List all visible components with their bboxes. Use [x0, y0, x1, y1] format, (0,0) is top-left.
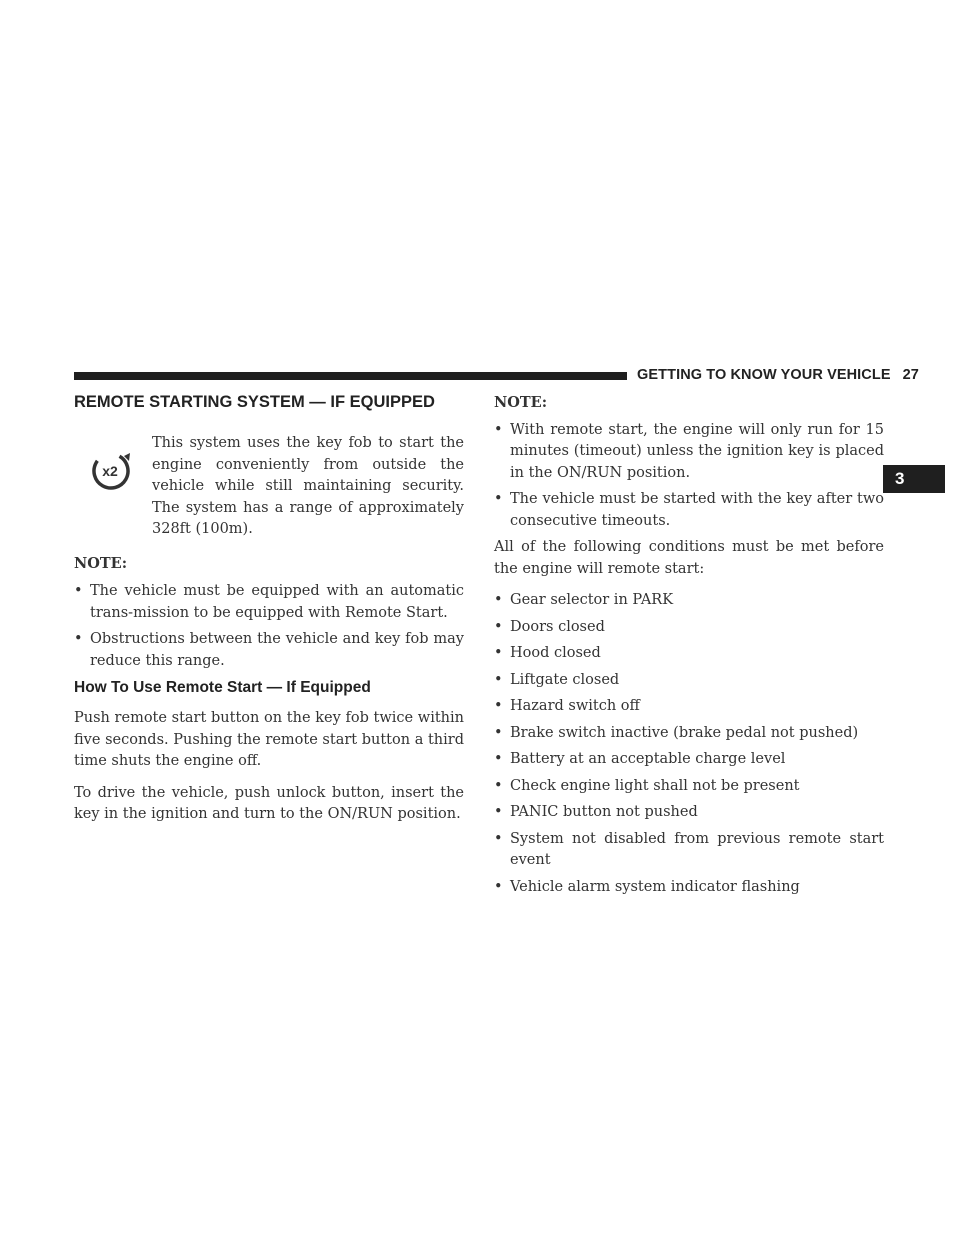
list-item: • The vehicle must be started with the key after two consecutive timeouts.	[494, 491, 884, 529]
section-heading: REMOTE STARTING SYSTEM — IF EQUIPPED	[74, 393, 435, 411]
list-item: • With remote start, the engine will only run for 15 minutes (timeout) unless the ignition key is placed in the ON/RUN position.	[494, 421, 884, 481]
list-item: • The vehicle must be equipped with an automatic trans-mission to be equipped with Remote Start.	[74, 583, 464, 621]
list-item: • Obstructions between the vehicle and key fob may reduce this range.	[74, 631, 464, 669]
left-column	[74, 392, 464, 836]
list-item: • PANIC button not pushed	[494, 804, 698, 820]
right-column	[494, 392, 884, 903]
chapter-tab: 3	[883, 465, 945, 493]
list-item: • Hazard switch off	[494, 698, 640, 714]
list-item: • Hood closed	[494, 645, 601, 661]
note-list	[494, 420, 884, 533]
list-item: • Gear selector in PARK	[494, 592, 674, 608]
header-rule	[74, 372, 627, 380]
conditions-intro: All of the following conditions must be met before the engine will remote start:	[494, 539, 884, 577]
running-header	[637, 367, 919, 383]
list-item: • System not disabled from previous remote start event	[494, 830, 884, 868]
conditions-list	[494, 590, 884, 898]
list-item: • Battery at an acceptable charge level	[494, 751, 786, 767]
list-item: • Vehicle alarm system indicator flashing	[494, 878, 800, 895]
note-label: NOTE:	[494, 394, 548, 411]
section-title: GETTING TO KNOW YOUR VEHICLE	[637, 367, 891, 383]
svg-text:x2: x2	[102, 463, 118, 479]
intro-block	[74, 433, 464, 541]
list-item: • Brake switch inactive (brake pedal not pushed)	[494, 724, 859, 741]
key-fob-x2-icon	[84, 440, 142, 498]
intro-text: This system uses the key fob to start the engine conveniently from outside the vehicle while still maintaining security. The system has a range of approximately 328ft (100m).	[152, 435, 464, 537]
paragraph: To drive the vehicle, push unlock button, insert the key in the ignition and turn to the ON/RUN position.	[74, 784, 464, 822]
list-item: • Check engine light shall not be present	[494, 777, 800, 794]
page-number: 27	[902, 367, 919, 383]
note-list	[74, 581, 464, 672]
note-label: NOTE:	[74, 554, 128, 572]
list-item: • Doors closed	[494, 618, 605, 635]
list-item: • Liftgate closed	[494, 671, 620, 688]
subsection-heading: How To Use Remote Start — If Equipped	[74, 679, 371, 696]
paragraph: Push remote start button on the key fob twice within five seconds. Pushing the remote start button a third time shuts the engine off.	[74, 710, 464, 769]
